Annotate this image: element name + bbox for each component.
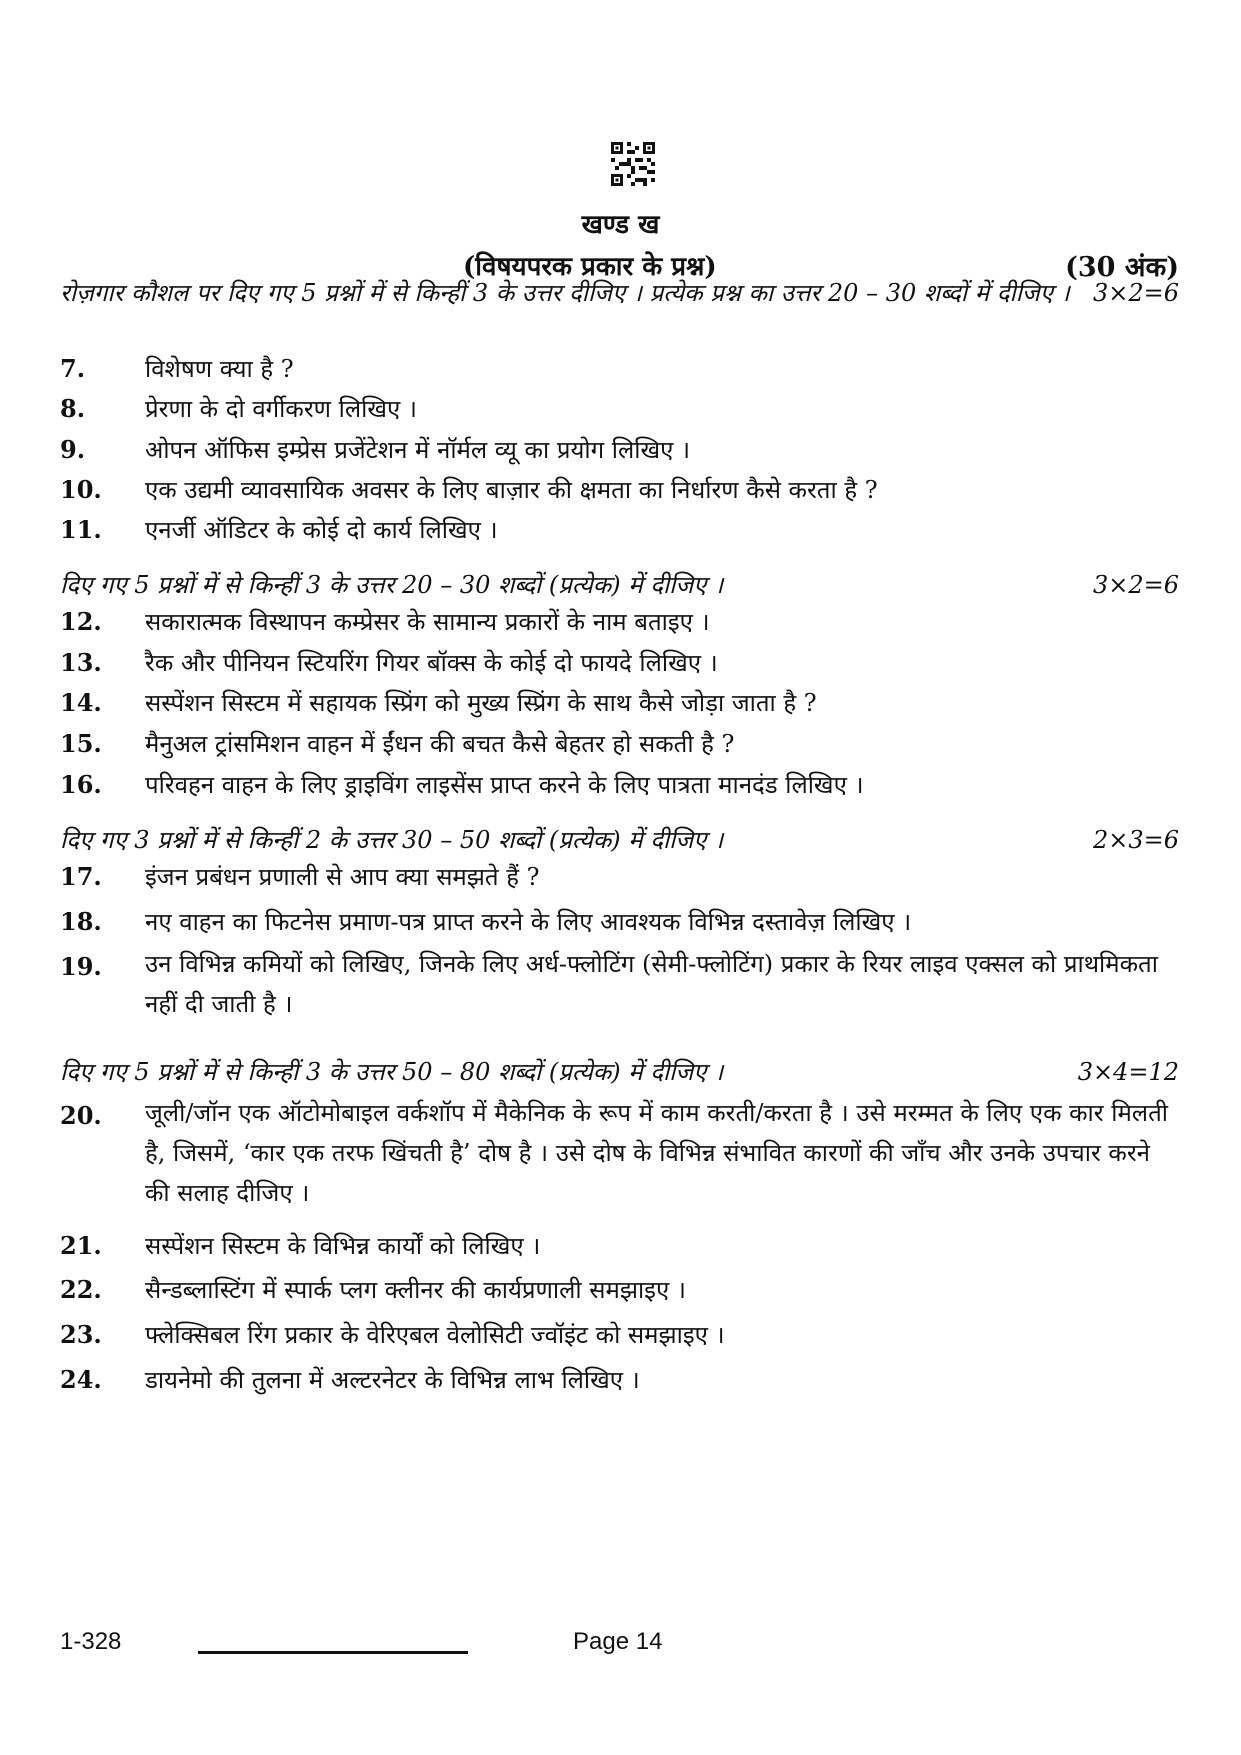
question-number: 15. (60, 729, 102, 758)
question-text: डायनेमो की तुलना में अल्टरनेटर के विभिन्न लाभ लिखिए । (145, 1366, 640, 1394)
question-number: 13. (60, 648, 102, 677)
question (60, 1267, 1179, 1313)
question-text: इंजन प्रबंधन प्रणाली से आप क्या समझते हैं ? (145, 863, 540, 891)
question-text: ओपन ऑफिस इम्प्रेस प्रजेंटेशन में नॉर्मल व्यू का प्रयोग लिखिए । (145, 436, 691, 464)
question-text: सस्पेंशन सिस्टम में सहायक स्प्रिंग को मुख्य स्प्रिंग के साथ कैसे जोड़ा जाता है ? (145, 689, 817, 717)
group-instruction (60, 567, 1179, 603)
question-text: फ्लेक्सिबल रिंग प्रकार के वेरिएबल वेलोसिटी ज्वॉइंट को समझाइए । (145, 1321, 725, 1349)
question (60, 762, 1179, 808)
question-number: 14. (60, 688, 102, 717)
question-number: 20. (60, 1101, 102, 1130)
instruction-text: दिए गए 3 प्रश्नों में से किन्हीं 2 के उत्तर 30 – 50 शब्दों (प्रत्येक) में दीजिए । (60, 826, 724, 854)
group-marks: 3×4=12 (1077, 1058, 1179, 1086)
instruction-text: दिए गए 5 प्रश्नों में से किन्हीं 3 के उत्तर 20 – 30 शब्दों (प्रत्येक) में दीजिए । (60, 571, 724, 599)
question-text: सैन्डब्लास्टिंग में स्पार्क प्लग क्लीनर की कार्यप्रणाली समझाइए । (145, 1276, 686, 1304)
question (60, 386, 1179, 432)
question (60, 854, 1179, 900)
group-instruction (60, 275, 1179, 311)
question (60, 944, 1179, 1024)
section-title: खण्ड ख (581, 210, 660, 240)
question (60, 1223, 1179, 1269)
question-number: 9. (60, 435, 86, 464)
instruction-text: रोज़गार कौशल पर दिए गए 5 प्रश्नों में से किन्हीं 3 के उत्तर दीजिए । प्रत्येक प्रश्न का उत्तर 20 – 30 शब्दों में दीजिए । (60, 279, 1070, 307)
question-text: एनर्जी ऑडिटर के कोई दो कार्य लिखिए । (145, 516, 498, 544)
question-number: 22. (60, 1275, 102, 1304)
question (60, 721, 1179, 767)
question (60, 599, 1179, 645)
question-number: 17. (60, 862, 102, 891)
paper-code: 1-328 (60, 1628, 122, 1655)
question-number: 8. (60, 394, 86, 423)
qr-code-icon (611, 142, 655, 186)
group-marks: 3×2=6 (1092, 279, 1179, 307)
footer-divider (198, 1651, 468, 1654)
question-text: प्रेरणा के दो वर्गीकरण लिखिए । (145, 395, 417, 423)
question-text: नए वाहन का फिटनेस प्रमाण-पत्र प्राप्त करने के लिए आवश्यक विभिन्न दस्तावेज़ लिखिए । (145, 908, 912, 936)
question-number: 23. (60, 1320, 102, 1349)
question-number: 24. (60, 1365, 102, 1394)
question (60, 899, 1179, 945)
question-text: सकारात्मक विस्थापन कम्प्रेसर के सामान्य प्रकारों के नाम बताइए । (145, 608, 710, 636)
question-number: 19. (60, 952, 102, 981)
question (60, 1093, 1179, 1213)
question-number: 18. (60, 907, 102, 936)
group-marks: 3×2=6 (1092, 571, 1179, 599)
question (60, 1357, 1179, 1403)
question-number: 7. (60, 354, 86, 383)
group-instruction (60, 1054, 1179, 1090)
page-number: Page 14 (573, 1628, 663, 1655)
instruction-text: दिए गए 5 प्रश्नों में से किन्हीं 3 के उत्तर 50 – 80 शब्दों (प्रत्येक) में दीजिए । (60, 1058, 724, 1086)
question-number: 11. (60, 515, 102, 544)
question-number: 21. (60, 1231, 102, 1260)
question-number: 10. (60, 475, 102, 504)
question (60, 507, 1179, 553)
group-marks: 2×3=6 (1092, 826, 1179, 854)
question-text: मैनुअल ट्रांसमिशन वाहन में ईंधन की बचत कैसे बेहतर हो सकती है ? (145, 730, 735, 758)
question-text: जूली/जॉन एक ऑटोमोबाइल वर्कशॉप में मैकेनिक के रूप में काम करती/करता है । उसे मरम्मत के लिए एक कार मिलती है, जिसमें, ‘कार एक तरफ खिंचती है’ दोष है । उसे दोष के विभिन्न संभावित कारणों की जाँच और उनके उपचार करने की सलाह दीजिए । (145, 1099, 1168, 1207)
question-number: 16. (60, 770, 102, 799)
question-text: सस्पेंशन सिस्टम के विभिन्न कार्यों को लिखिए । (145, 1232, 541, 1260)
question-text: परिवहन वाहन के लिए ड्राइविंग लाइसेंस प्राप्त करने के लिए पात्रता मानदंड लिखिए । (145, 771, 864, 799)
question (60, 1312, 1179, 1358)
question-text: विशेषण क्या है ? (145, 355, 294, 383)
question (60, 680, 1179, 726)
question-text: उन विभिन्न कमियों को लिखिए, जिनके लिए अर्ध-फ्लोटिंग (सेमी-फ्लोटिंग) प्रकार के रियर लाइव एक्सल को प्राथमिकता नहीं दी जाती है । (145, 950, 1158, 1018)
question-number: 12. (60, 607, 102, 636)
question-text: रैक और पीनियन स्टियरिंग गियर बॉक्स के कोई दो फायदे लिखिए । (145, 649, 718, 677)
question-text: एक उद्यमी व्यावसायिक अवसर के लिए बाज़ार की क्षमता का निर्धारण कैसे करता है ? (145, 476, 878, 504)
total-marks: (30 अंक) (1065, 252, 1179, 283)
group-instruction (60, 822, 1179, 858)
section-subtitle: (विषयपरक प्रकार के प्रश्न) (463, 252, 717, 282)
